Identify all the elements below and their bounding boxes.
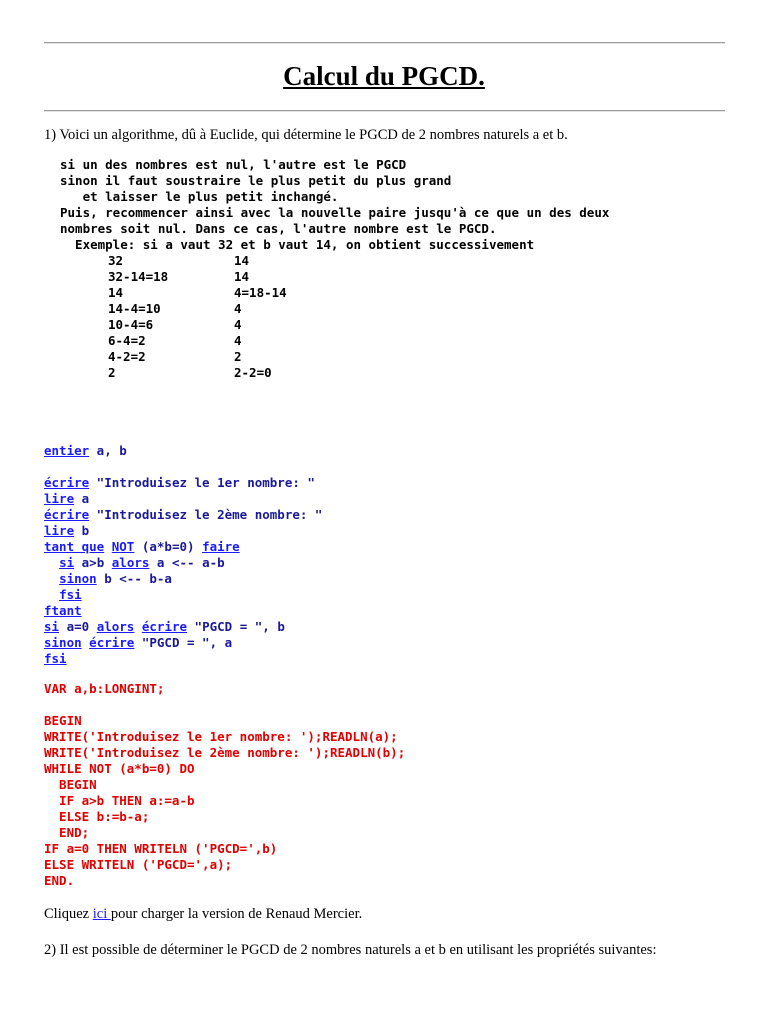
example-a: 14-4=10 <box>108 301 161 316</box>
keyword: tant que <box>44 539 105 554</box>
pascal-line: IF a>b THEN a:=a-b <box>44 793 195 808</box>
keyword: lire <box>44 523 75 538</box>
pascal-line: WRITE('Introduisez le 2ème nombre: ');READLN(b); <box>44 745 406 760</box>
code-text: "Introduisez le 2ème nombre: " <box>89 507 323 522</box>
code-text: a <box>74 491 90 506</box>
code-line <box>44 587 322 603</box>
example-a: 14 <box>108 285 124 300</box>
code-line <box>44 619 322 635</box>
pascal-line: WRITE('Introduisez le 1er nombre: ');READLN(a); <box>44 729 398 744</box>
pascal-line: ELSE WRITELN ('PGCD=',a); <box>44 857 233 872</box>
code-line <box>44 491 322 507</box>
code-line <box>44 651 322 667</box>
example-a: 32 <box>108 253 124 268</box>
euclid-description <box>60 157 609 381</box>
example-row <box>60 253 609 269</box>
example-b: 14 <box>234 253 250 268</box>
example-a: 10-4=6 <box>108 317 154 332</box>
keyword: ftant <box>44 603 82 618</box>
euclid-line: et laisser le plus petit inchangé. <box>60 189 339 204</box>
example-row <box>60 333 609 349</box>
pascal-line: IF a=0 THEN WRITELN ('PGCD=',b) <box>44 841 278 856</box>
euclid-line: Puis, recommencer ainsi avec la nouvelle paire jusqu'à ce que un des deux <box>60 205 610 220</box>
code-text: "Introduisez le 1er nombre: " <box>89 475 315 490</box>
code-line <box>44 603 322 619</box>
keyword: écrire <box>141 619 188 634</box>
keyword: écrire <box>89 635 135 650</box>
keyword: écrire <box>44 475 90 490</box>
example-b: 4=18-14 <box>234 285 287 300</box>
keyword: sinon <box>44 635 82 650</box>
keyword: faire <box>202 539 240 554</box>
example-row <box>60 365 609 381</box>
page-title: Calcul du PGCD. <box>283 61 485 91</box>
keyword: alors <box>96 619 135 634</box>
pascal-line: END. <box>44 873 75 888</box>
example-b: 4 <box>234 333 242 348</box>
code-line <box>44 507 322 523</box>
code-text: "PGCD = ", a <box>134 635 233 650</box>
code-line <box>44 571 322 587</box>
code-text: (a*b=0) <box>134 539 203 554</box>
section-2-paragraph: 2) Il est possible de déterminer le PGCD de 2 nombres naturels a et b en utilisant les propriétés suivantes: <box>44 942 657 958</box>
code-text: b <-- b-a <box>96 571 172 586</box>
example-b: 14 <box>234 269 250 284</box>
pascal-line: WHILE NOT (a*b=0) DO <box>44 761 195 776</box>
pascal-line: BEGIN <box>44 777 97 792</box>
pseudocode-block <box>44 443 322 667</box>
download-paragraph <box>44 906 734 922</box>
pascal-code-block <box>44 681 405 889</box>
keyword: si <box>59 555 75 570</box>
example-row <box>60 317 609 333</box>
example-row <box>60 301 609 317</box>
example-a: 2 <box>108 365 116 380</box>
top-divider <box>44 42 725 44</box>
keyword: sinon <box>59 571 97 586</box>
euclid-line: sinon il faut soustraire le plus petit du plus grand <box>60 173 452 188</box>
example-row <box>60 269 609 285</box>
example-a: 6-4=2 <box>108 333 146 348</box>
keyword: entier <box>44 443 90 458</box>
pascal-line: ELSE b:=b-a; <box>44 809 150 824</box>
code-line <box>44 539 322 555</box>
example-a: 4-2=2 <box>108 349 146 364</box>
example-row <box>60 285 609 301</box>
code-line <box>44 635 322 651</box>
keyword: lire <box>44 491 75 506</box>
keyword: fsi <box>59 587 82 602</box>
code-line <box>44 523 322 539</box>
example-b: 2-2=0 <box>234 365 272 380</box>
example-b: 2 <box>234 349 242 364</box>
keyword: si <box>44 619 60 634</box>
euclid-line: nombres soit nul. Dans ce cas, l'autre nombre est le PGCD. <box>60 221 497 236</box>
pascal-line: VAR a,b:LONGINT; <box>44 681 165 696</box>
code-text: b <box>74 523 90 538</box>
code-line <box>44 555 322 571</box>
euclid-line: Exemple: si a vaut 32 et b vaut 14, on obtient successivement <box>60 237 535 252</box>
code-text: a, b <box>89 443 127 458</box>
keyword: NOT <box>111 539 135 554</box>
title-divider <box>44 110 725 112</box>
keyword: écrire <box>44 507 90 522</box>
example-b: 4 <box>234 317 242 332</box>
keyword: fsi <box>44 651 67 666</box>
code-text: "PGCD = ", b <box>187 619 285 634</box>
example-row <box>60 349 609 365</box>
intro-paragraph: 1) Voici un algorithme, dû à Euclide, qui détermine le PGCD de 2 nombres naturels a et b. <box>44 127 568 143</box>
code-line <box>44 475 322 491</box>
blank-line <box>44 459 322 475</box>
download-text: Cliquez <box>44 906 93 922</box>
euclid-line: si un des nombres est nul, l'autre est le PGCD <box>60 157 407 172</box>
code-line <box>44 443 322 459</box>
pascal-line: BEGIN <box>44 713 82 728</box>
download-link[interactable]: ici <box>92 906 111 922</box>
code-text: a <-- a-b <box>149 555 225 570</box>
code-text: a>b <box>74 555 112 570</box>
example-b: 4 <box>234 301 242 316</box>
code-text: a=0 <box>59 619 97 634</box>
keyword: alors <box>111 555 150 570</box>
pascal-line: END; <box>44 825 90 840</box>
example-a: 32-14=18 <box>108 269 169 284</box>
pascal-line <box>44 697 405 713</box>
download-text-end: pour charger la version de Renaud Mercier. <box>110 906 363 922</box>
